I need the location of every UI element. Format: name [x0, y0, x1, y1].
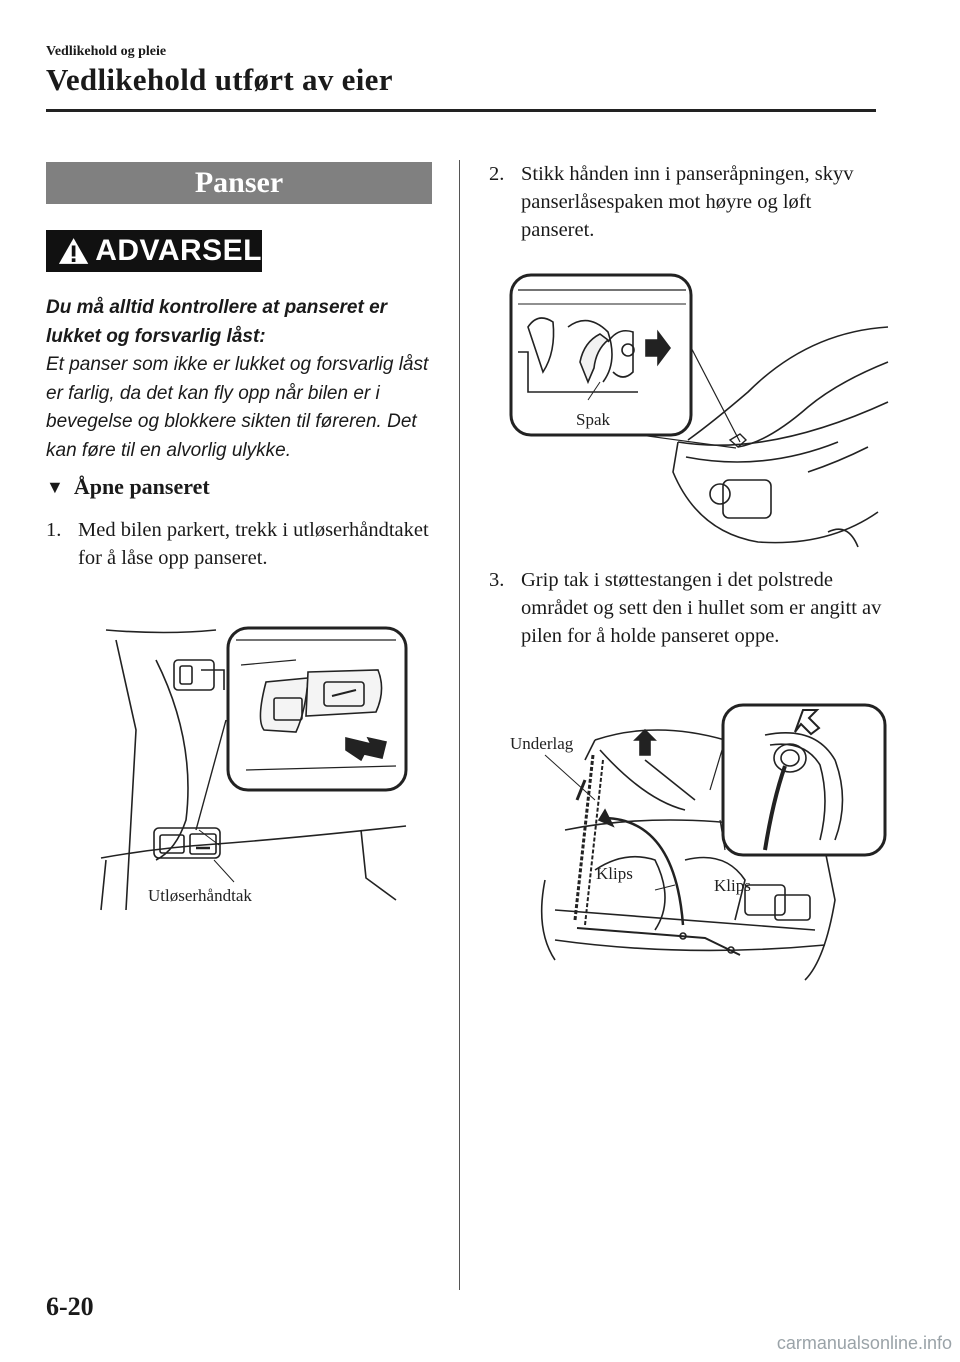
warning-badge-label: ADVARSEL [95, 234, 262, 267]
step-3 [489, 566, 899, 650]
step-text: Grip tak i støttestangen i det polstrede området og sett den i hullet som er angitt av pilen for å holde panseret oppe. [521, 569, 882, 647]
callout-clip-left: Klips [596, 864, 633, 883]
triangle-down-icon: ▼ [46, 476, 64, 497]
chapter-title: Vedlikehold utført av eier [46, 62, 393, 97]
callout-pad: Underlag [510, 734, 574, 753]
warning-bold-text: Du må alltid kontrollere at panseret er lukket og forsvarlig låst: [46, 297, 388, 347]
step-2 [489, 160, 889, 244]
step-text: Stikk hånden inn i panseråpningen, skyv panserlåsespaken mot høyre og løft panseret. [521, 163, 854, 241]
subheading-text: Åpne panseret [73, 474, 210, 499]
subheading [46, 474, 210, 500]
release-handle-illustration [96, 620, 416, 915]
step-number: 3. [489, 569, 505, 591]
warning-triangle-icon [58, 236, 89, 266]
step-number: 1. [46, 519, 62, 541]
warning-badge [46, 230, 262, 272]
page-number: 6-20 [46, 1292, 94, 1321]
callout-release-handle: Utløserhåndtak [148, 886, 252, 905]
warning-body-text: Et panser som ikke er lukket og forsvarlig låst er farlig, da det kan fly opp når bilen er i bevegelse og blokkere sikten til føreren. Det kan føre til en alvorlig ulykke. [46, 354, 429, 461]
header-rule [46, 109, 876, 112]
callout-clip-right: Klips [714, 876, 751, 895]
step-text: Med bilen parkert, trekk i utløserhåndtaket for å låse opp panseret. [78, 519, 429, 569]
watermark: carmanualsonline.info [776, 1333, 952, 1353]
hood-lever-illustration [508, 272, 893, 562]
callout-lever: Spak [576, 410, 610, 429]
section-label: Vedlikehold og pleie [46, 44, 167, 59]
column-divider [459, 160, 460, 1290]
warning-text [46, 294, 446, 465]
step-number: 2. [489, 163, 505, 185]
step-1 [46, 516, 436, 572]
section-title-box: Panser [46, 162, 432, 204]
